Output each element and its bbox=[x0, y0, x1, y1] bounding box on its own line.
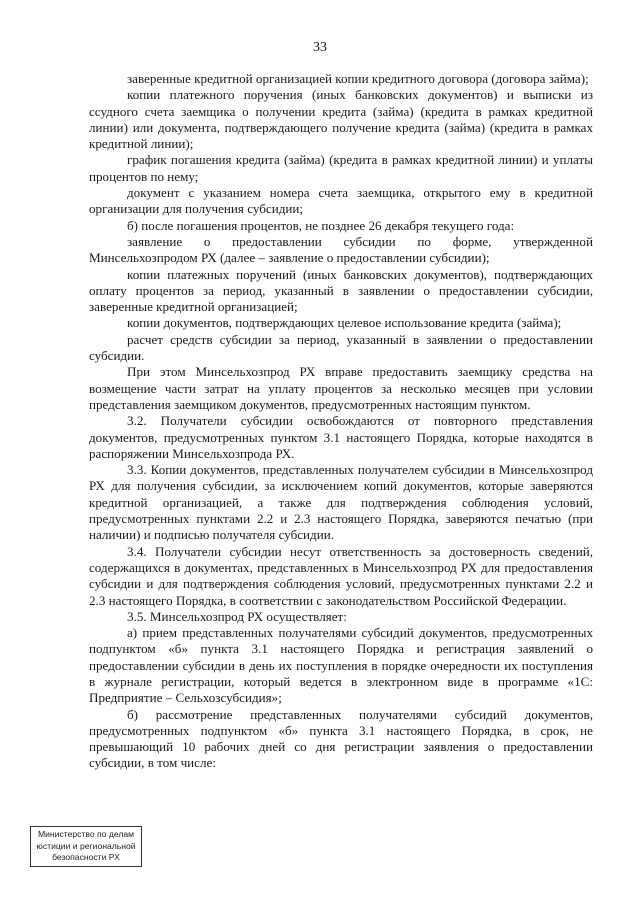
stamp-line: юстиции и региональной bbox=[36, 840, 136, 851]
paragraph: б) рассмотрение представленных получателями субсидий документов, предусмотренных подпунктом «б» пункта 3.1 настоящего Порядка, в срок, не превышающий 10 рабочих дней со дня регистрации заявления о предоставлении субсидии, в том числе: bbox=[89, 706, 593, 771]
paragraph: документ с указанием номера счета заемщика, открытого ему в кредитной организации для получения субсидии; bbox=[89, 185, 593, 217]
paragraph: копии платежных поручений (иных банковских документов), подтверждающих оплату процентов за период, указанный в заявлении о предоставлении субсидии, заверенные кредитной организацией; bbox=[89, 266, 593, 315]
paragraph: заявление о предоставлении субсидии по форме, утвержденной Минсельхозпродом РХ (далее – заявление о предоставлении субсидии); bbox=[89, 233, 593, 266]
paragraph: 3.3. Копии документов, представленных получателем субсидии в Минсельхозпрод РХ для получения субсидии, за исключением копий документов, которые заверяются кредитной организацией, а также для подтверждения соблюдения условий, предусмотренных пунктами 2.2 и 2.3 настоящего Порядка, заверяются печатью (при наличии) и подписью получателя субсидии. bbox=[89, 462, 593, 543]
paragraph: заверенные кредитной организацией копии кредитного договора (договора займа); bbox=[127, 71, 589, 86]
paragraph: При этом Минсельхозпрод РХ вправе предоставить заемщику средства на возмещение части затрат на уплату процентов за несколько месяцев при условии представления заемщиком документов, предусмотренных настоящим пунктом. bbox=[89, 364, 593, 412]
ministry-stamp bbox=[30, 826, 142, 867]
paragraph: а) прием представленных получателями субсидий документов, предусмотренных подпунктом «б» пункта 3.1 настоящего Порядка и регистрация заявлений о предоставлении субсидии в день их поступления в порядке очередности их поступления в журнале регистрации, который ведется в электронном виде в программе «1С: Предприятие – Сельхозсубсидия»; bbox=[89, 625, 593, 706]
stamp-line: Министерство по делам bbox=[37, 829, 135, 839]
document-body bbox=[89, 71, 593, 772]
paragraph: 3.4. Получатели субсидии несут ответственность за достоверность сведений, содержащихся в документах, представленных в Минсельхозпрод РХ для предоставления субсидии и для подтверждения соблюдения условий, предусмотренных пунктами 2.2 и 2.3 настоящего Порядка, в соответствии с законодательством Российской Федерации. bbox=[89, 543, 593, 608]
paragraph: копии документов, подтверждающих целевое использование кредита (займа); bbox=[127, 315, 562, 331]
paragraph: 3.5. Минсельхозпрод РХ осуществляет: bbox=[127, 608, 347, 624]
paragraph: график погашения кредита (займа) (кредита в рамках кредитной линии) и уплаты процентов по нему; bbox=[89, 152, 593, 184]
paragraph: копии платежного поручения (иных банковских документов) и выписки из ссудного счета заемщика о получении кредита (займа) (кредита в рамках кредитной линии) или документа, подтверждающего получение кредита (займа) (кредита в рамках кредитной линии); bbox=[89, 87, 593, 152]
stamp-line: безопасности РХ bbox=[52, 852, 120, 862]
page-number: 33 bbox=[313, 40, 327, 55]
paragraph: расчет средств субсидии за период, указанный в заявлении о предоставлении субсидии. bbox=[89, 331, 593, 364]
paragraph: 3.2. Получатели субсидии освобождаются от повторного представления документов, предусмотренных пунктом 3.1 настоящего Порядка, которые находятся в распоряжении Минсельхозпрода РХ. bbox=[89, 413, 593, 461]
paragraph: б) после погашения процентов, не позднее 26 декабря текущего года: bbox=[127, 217, 515, 233]
